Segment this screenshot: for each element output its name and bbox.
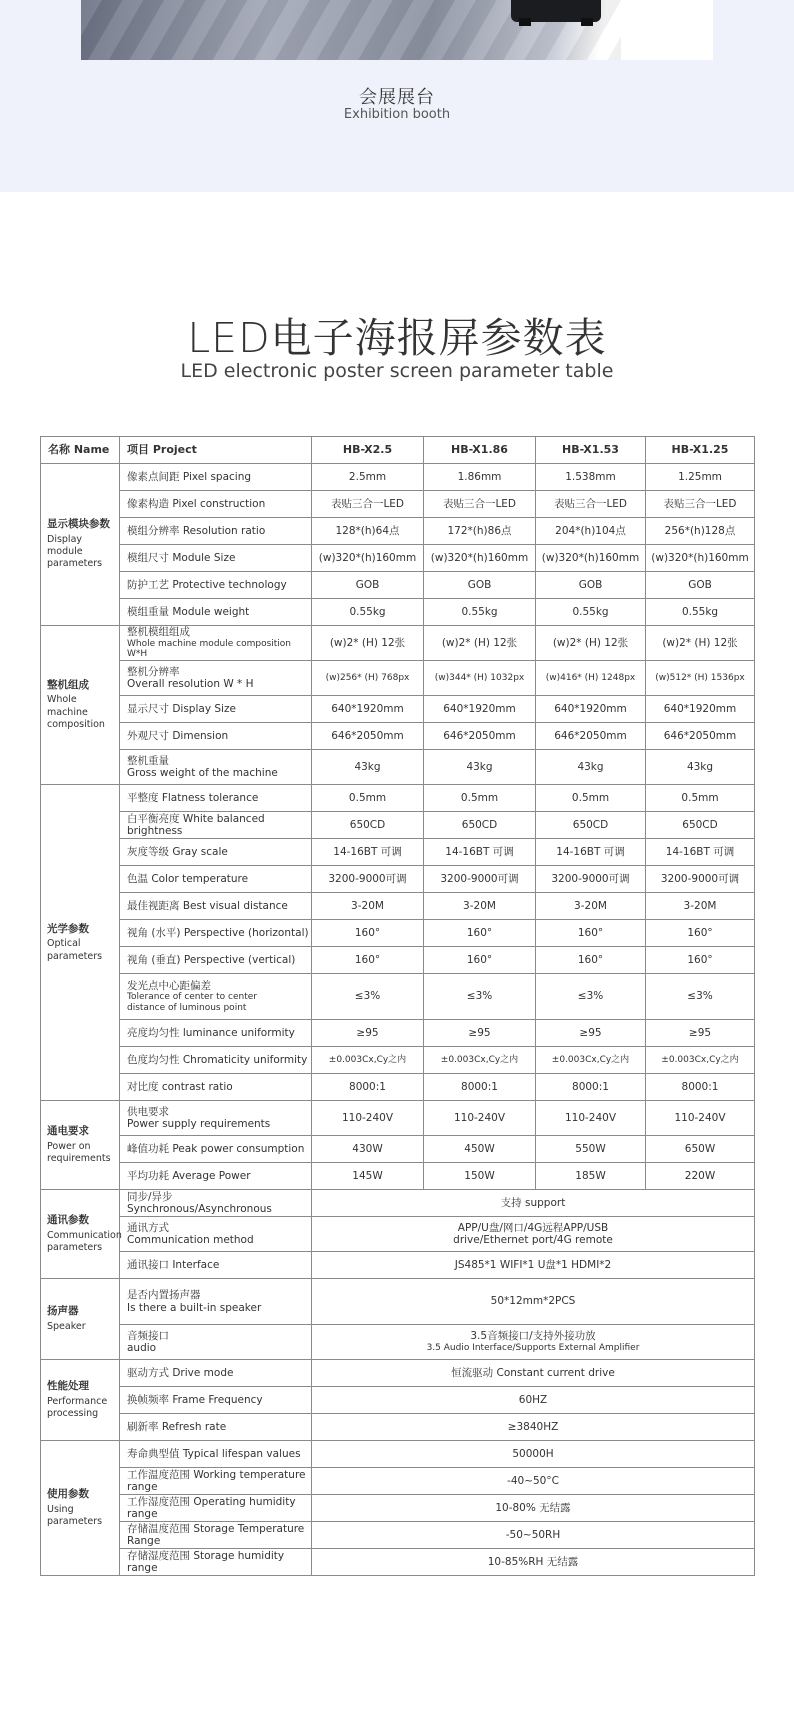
table-row: [41, 1074, 755, 1101]
cell: 110-240V: [424, 1101, 536, 1136]
cell: 8000:1: [536, 1074, 646, 1101]
row-label: 防护工艺 Protective technology: [120, 572, 312, 599]
row-label: 整机分辨率 Overall resolution W * H: [120, 661, 312, 696]
row-label: 色温 Color temperature: [120, 866, 312, 893]
exhibition-booth-photo: [81, 0, 713, 60]
banner-caption-en: Exhibition booth: [343, 107, 451, 122]
row-label: 同步/异步 Synchronous/Asynchronous: [120, 1190, 312, 1217]
row-label: 对比度 contrast ratio: [120, 1074, 312, 1101]
cell: 650CD: [536, 812, 646, 839]
row-label: 换帧频率 Frame Frequency: [120, 1387, 312, 1414]
cell: 256*(h)128点: [646, 518, 755, 545]
table-row: [41, 626, 755, 661]
table-row: [41, 920, 755, 947]
row-label: 模组重量 Module weight: [120, 599, 312, 626]
cell: 10-85%RH 无结露: [312, 1549, 755, 1576]
cell: 650CD: [646, 812, 755, 839]
table-row: [41, 661, 755, 696]
cell: 128*(h)64点: [312, 518, 424, 545]
row-label: 平整度 Flatness tolerance: [120, 785, 312, 812]
header-project: 项目 Project: [120, 437, 312, 464]
table-row: [41, 1252, 755, 1279]
table-row: [41, 1495, 755, 1522]
cell: 160°: [312, 920, 424, 947]
cell: (w)416* (H) 1248px: [536, 661, 646, 696]
row-label: 发光点中心距偏差 Tolerance of center to center distance of luminous point: [120, 974, 312, 1020]
cell: ≥95: [536, 1020, 646, 1047]
cell: 160°: [424, 920, 536, 947]
table-row: [41, 1325, 755, 1360]
cell: 8000:1: [312, 1074, 424, 1101]
cell: 640*1920mm: [424, 696, 536, 723]
cell: ≤3%: [646, 974, 755, 1020]
table-row: [41, 599, 755, 626]
row-label: 驱动方式 Drive mode: [120, 1360, 312, 1387]
banner-caption-zh: 会展展台: [359, 87, 435, 108]
row-label: 存储湿度范围 Storage humidity range: [120, 1549, 312, 1576]
row-label: 视角 (垂直) Perspective (vertical): [120, 947, 312, 974]
table-row: [41, 1101, 755, 1136]
cell: 110-240V: [312, 1101, 424, 1136]
table-row: [41, 785, 755, 812]
cell: (w)320*(h)160mm: [536, 545, 646, 572]
row-label: 存储温度范围 Storage Temperature Range: [120, 1522, 312, 1549]
cell: (w)2* (H) 12张: [536, 626, 646, 661]
cell: 3200-9000可调: [312, 866, 424, 893]
cell: 160°: [536, 947, 646, 974]
table-row: [41, 1441, 755, 1468]
row-label: 整机模组组成 Whole machine module composition W*H: [120, 626, 312, 661]
category-usage: 使用参数 Using parameters: [41, 1441, 120, 1576]
cell: 表贴三合一LED: [536, 491, 646, 518]
cell: 640*1920mm: [646, 696, 755, 723]
cell: 3-20M: [312, 893, 424, 920]
table-row: [41, 1190, 755, 1217]
cell: APP/U盘/网口/4G远程APP/USB drive/Ethernet port/4G remote: [312, 1217, 755, 1252]
cell: 646*2050mm: [424, 723, 536, 750]
table-row: [41, 1217, 755, 1252]
cell: 172*(h)86点: [424, 518, 536, 545]
page-subtitle: LED electronic poster screen parameter table: [180, 360, 614, 382]
header-name: 名称 Name: [41, 437, 120, 464]
cell: 50000H: [312, 1441, 755, 1468]
cell: ≥95: [312, 1020, 424, 1047]
row-label: 视角 (水平) Perspective (horizontal): [120, 920, 312, 947]
cell: 支持 support: [312, 1190, 755, 1217]
cell: 160°: [536, 920, 646, 947]
table-row: [41, 1020, 755, 1047]
cell: 表贴三合一LED: [646, 491, 755, 518]
cell: (w)320*(h)160mm: [424, 545, 536, 572]
table-row: [41, 1549, 755, 1576]
row-label: 色度均匀性 Chromaticity uniformity: [120, 1047, 312, 1074]
cell: 表贴三合一LED: [312, 491, 424, 518]
cell: 14-16BT 可调: [646, 839, 755, 866]
cell: GOB: [646, 572, 755, 599]
category-power: 通电要求 Power on requirements: [41, 1101, 120, 1190]
cell: 185W: [536, 1163, 646, 1190]
category-optical: 光学参数 Optical parameters: [41, 785, 120, 1101]
row-label: 像素构造 Pixel construction: [120, 491, 312, 518]
table-row: [41, 1522, 755, 1549]
cell: 3200-9000可调: [424, 866, 536, 893]
table-row: [41, 518, 755, 545]
cell: 160°: [312, 947, 424, 974]
cell: 430W: [312, 1136, 424, 1163]
row-label: 刷新率 Refresh rate: [120, 1414, 312, 1441]
table-row: [41, 1468, 755, 1495]
cell: ≥95: [646, 1020, 755, 1047]
cell: (w)512* (H) 1536px: [646, 661, 755, 696]
table-row: [41, 893, 755, 920]
cell: GOB: [312, 572, 424, 599]
table-row: [41, 1279, 755, 1325]
cell: 0.55kg: [424, 599, 536, 626]
cell: ±0.003Cx,Cy之内: [424, 1047, 536, 1074]
table-row: [41, 1360, 755, 1387]
cell: 640*1920mm: [312, 696, 424, 723]
table-header-row: [41, 437, 755, 464]
cell: 3.5音频接口/支持外接功放 3.5 Audio Interface/Supports External Amplifier: [312, 1325, 755, 1360]
category-speaker: 扬声器 Speaker: [41, 1279, 120, 1360]
cell: (w)320*(h)160mm: [312, 545, 424, 572]
table-row: [41, 696, 755, 723]
table-row: [41, 974, 755, 1020]
cell: (w)320*(h)160mm: [646, 545, 755, 572]
cell: (w)344* (H) 1032px: [424, 661, 536, 696]
table-row: [41, 866, 755, 893]
cell: 8000:1: [424, 1074, 536, 1101]
row-label: 是否内置扬声器 Is there a built-in speaker: [120, 1279, 312, 1325]
header-model: HB-X1.25: [646, 437, 755, 464]
cell: 0.5mm: [424, 785, 536, 812]
cell: (w)256* (H) 768px: [312, 661, 424, 696]
cell: ≤3%: [536, 974, 646, 1020]
cell: 646*2050mm: [312, 723, 424, 750]
cell: 145W: [312, 1163, 424, 1190]
row-label: 整机重量 Gross weight of the machine: [120, 750, 312, 785]
row-label: 平均功耗 Average Power: [120, 1163, 312, 1190]
banner-section: [0, 0, 794, 192]
table-row: [41, 464, 755, 491]
row-label: 显示尺寸 Display Size: [120, 696, 312, 723]
cell: 646*2050mm: [536, 723, 646, 750]
cell: ≤3%: [424, 974, 536, 1020]
cell: 650CD: [424, 812, 536, 839]
header-model: HB-X2.5: [312, 437, 424, 464]
cell: 表贴三合一LED: [424, 491, 536, 518]
row-label: 亮度均匀性 luminance uniformity: [120, 1020, 312, 1047]
table-row: [41, 572, 755, 599]
cell: 10-80% 无结露: [312, 1495, 755, 1522]
cell: 0.55kg: [312, 599, 424, 626]
row-label: 音频接口 audio: [120, 1325, 312, 1360]
cell: 14-16BT 可调: [312, 839, 424, 866]
cell: 0.55kg: [536, 599, 646, 626]
cell: -50~50RH: [312, 1522, 755, 1549]
row-label: 最佳视距离 Best visual distance: [120, 893, 312, 920]
cell: ≥95: [424, 1020, 536, 1047]
table-row: [41, 812, 755, 839]
table-row: [41, 1387, 755, 1414]
cell: ±0.003Cx,Cy之内: [312, 1047, 424, 1074]
cell: 204*(h)104点: [536, 518, 646, 545]
row-label: 工作湿度范围 Operating humidity range: [120, 1495, 312, 1522]
cell: 0.5mm: [646, 785, 755, 812]
row-label: 寿命典型值 Typical lifespan values: [120, 1441, 312, 1468]
page-title: LED电子海报屏参数表: [187, 314, 607, 362]
category-display: 显示模块参数 Display module parameters: [41, 464, 120, 626]
table-row: [41, 750, 755, 785]
cell: 3-20M: [536, 893, 646, 920]
header-model: HB-X1.86: [424, 437, 536, 464]
cell: 3-20M: [424, 893, 536, 920]
table-row: [41, 947, 755, 974]
cell: 8000:1: [646, 1074, 755, 1101]
cell: ≤3%: [312, 974, 424, 1020]
cell: 1.25mm: [646, 464, 755, 491]
row-label: 白平衡亮度 White balanced brightness: [120, 812, 312, 839]
cell: 450W: [424, 1136, 536, 1163]
category-communication: 通讯参数 Communication parameters: [41, 1190, 120, 1279]
row-label: 供电要求 Power supply requirements: [120, 1101, 312, 1136]
table-row: [41, 723, 755, 750]
row-label: 模组分辨率 Resolution ratio: [120, 518, 312, 545]
cell: GOB: [536, 572, 646, 599]
category-performance: 性能处理 Performance processing: [41, 1360, 120, 1441]
table-row: [41, 491, 755, 518]
cell: 220W: [646, 1163, 755, 1190]
row-label: 峰值功耗 Peak power consumption: [120, 1136, 312, 1163]
cell: 640*1920mm: [536, 696, 646, 723]
header-model: HB-X1.53: [536, 437, 646, 464]
table-row: [41, 839, 755, 866]
cell: ±0.003Cx,Cy之内: [536, 1047, 646, 1074]
cell: ±0.003Cx,Cy之内: [646, 1047, 755, 1074]
cell: 0.55kg: [646, 599, 755, 626]
cell: 110-240V: [536, 1101, 646, 1136]
cell: 43kg: [312, 750, 424, 785]
row-label: 外观尺寸 Dimension: [120, 723, 312, 750]
cell: 550W: [536, 1136, 646, 1163]
row-label: 通讯接口 Interface: [120, 1252, 312, 1279]
cell: 650CD: [312, 812, 424, 839]
cell: 1.538mm: [536, 464, 646, 491]
category-whole-machine: 整机组成 Whole machine composition: [41, 626, 120, 785]
cell: 650W: [646, 1136, 755, 1163]
row-label: 通讯方式 Communication method: [120, 1217, 312, 1252]
cell: 160°: [646, 947, 755, 974]
table-row: [41, 1163, 755, 1190]
cell: -40~50°C: [312, 1468, 755, 1495]
row-label: 模组尺寸 Module Size: [120, 545, 312, 572]
row-label: 工作温度范围 Working temperature range: [120, 1468, 312, 1495]
cell: 14-16BT 可调: [536, 839, 646, 866]
cell: 3200-9000可调: [536, 866, 646, 893]
cell: 1.86mm: [424, 464, 536, 491]
cell: 43kg: [424, 750, 536, 785]
cell: (w)2* (H) 12张: [646, 626, 755, 661]
cell: ≥3840HZ: [312, 1414, 755, 1441]
parameter-table: [40, 436, 755, 1576]
cell: 110-240V: [646, 1101, 755, 1136]
cell: 43kg: [536, 750, 646, 785]
cell: 3-20M: [646, 893, 755, 920]
cell: 恒流驱动 Constant current drive: [312, 1360, 755, 1387]
cell: (w)2* (H) 12张: [312, 626, 424, 661]
table-row: [41, 1414, 755, 1441]
cell: 160°: [646, 920, 755, 947]
cell: 43kg: [646, 750, 755, 785]
cell: 0.5mm: [536, 785, 646, 812]
cell: 160°: [424, 947, 536, 974]
cell: 3200-9000可调: [646, 866, 755, 893]
cell: 60HZ: [312, 1387, 755, 1414]
row-label: 像素点间距 Pixel spacing: [120, 464, 312, 491]
cell: 0.5mm: [312, 785, 424, 812]
cell: 50*12mm*2PCS: [312, 1279, 755, 1325]
cell: JS485*1 WIFI*1 U盘*1 HDMI*2: [312, 1252, 755, 1279]
table-row: [41, 1136, 755, 1163]
cell: 646*2050mm: [646, 723, 755, 750]
cell: 14-16BT 可调: [424, 839, 536, 866]
table-row: [41, 545, 755, 572]
cell: 2.5mm: [312, 464, 424, 491]
table-row: [41, 1047, 755, 1074]
cell: (w)2* (H) 12张: [424, 626, 536, 661]
cell: 150W: [424, 1163, 536, 1190]
cell: GOB: [424, 572, 536, 599]
row-label: 灰度等级 Gray scale: [120, 839, 312, 866]
